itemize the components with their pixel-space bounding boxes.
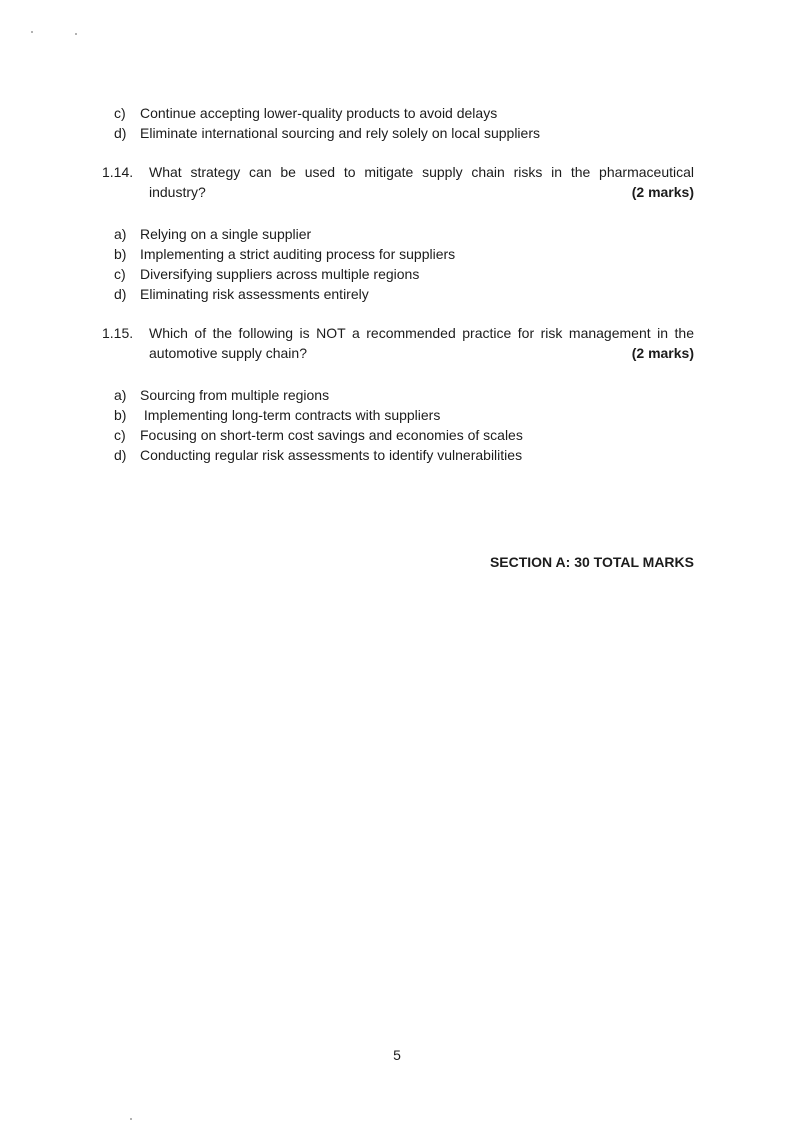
question-15-option-a xyxy=(114,385,329,405)
question-15-marks: (2 marks) xyxy=(631,345,694,361)
question-14-option-c xyxy=(114,264,419,284)
question-14-marks: (2 marks) xyxy=(631,184,694,200)
question-14-text-line2: industry? xyxy=(149,184,206,200)
question-14-option-a xyxy=(114,224,311,244)
option-letter: c) xyxy=(114,427,126,443)
option-letter: c) xyxy=(114,105,126,121)
option-text: Implementing long-term contracts with suppliers xyxy=(140,407,441,423)
scan-speck xyxy=(130,1118,132,1120)
question-14-option-d xyxy=(114,284,369,304)
question-15-option-c xyxy=(114,425,523,445)
section-total-marks: SECTION A: 30 TOTAL MARKS xyxy=(489,554,694,570)
option-letter: d) xyxy=(114,286,127,302)
scan-speck xyxy=(75,33,77,35)
option-text: Sourcing from multiple regions xyxy=(140,387,330,403)
option-text: Relying on a single supplier xyxy=(140,226,312,242)
question-14-text-line1: What strategy can be used to mitigate supply chain risks in the pharmaceutical xyxy=(149,164,694,180)
question-15-number: 1.15. xyxy=(102,325,134,341)
option-text: Diversifying suppliers across multiple regions xyxy=(140,266,420,282)
option-text: Conducting regular risk assessments to identify vulnerabilities xyxy=(140,447,523,463)
option-text: Focusing on short-term cost savings and economies of scales xyxy=(140,427,523,443)
option-letter: d) xyxy=(114,125,127,141)
question-14-number: 1.14. xyxy=(102,164,134,180)
option-letter: d) xyxy=(114,447,127,463)
question-14-line2 xyxy=(149,182,694,202)
question-14-option-b xyxy=(114,244,455,264)
option-text: Implementing a strict auditing process for suppliers xyxy=(140,246,456,262)
prev-option-c xyxy=(114,103,497,123)
option-letter: c) xyxy=(114,266,126,282)
question-15-option-b xyxy=(114,405,440,425)
prev-option-d xyxy=(114,123,540,143)
option-letter: a) xyxy=(114,387,127,403)
question-15-text-line2: automotive supply chain? xyxy=(149,345,307,361)
option-text: Eliminate international sourcing and rely solely on local suppliers xyxy=(140,125,540,141)
option-letter: a) xyxy=(114,226,127,242)
option-letter: b) xyxy=(114,407,127,423)
option-text: Continue accepting lower-quality products to avoid delays xyxy=(140,105,498,121)
option-text: Eliminating risk assessments entirely xyxy=(140,286,369,302)
option-letter: b) xyxy=(114,246,127,262)
question-15-line2 xyxy=(149,343,694,363)
page-number: 5 xyxy=(393,1047,401,1063)
scan-speck xyxy=(31,31,33,33)
question-15-text-line1: Which of the following is NOT a recommended practice for risk management in the xyxy=(149,325,694,341)
question-15-option-d xyxy=(114,445,522,465)
